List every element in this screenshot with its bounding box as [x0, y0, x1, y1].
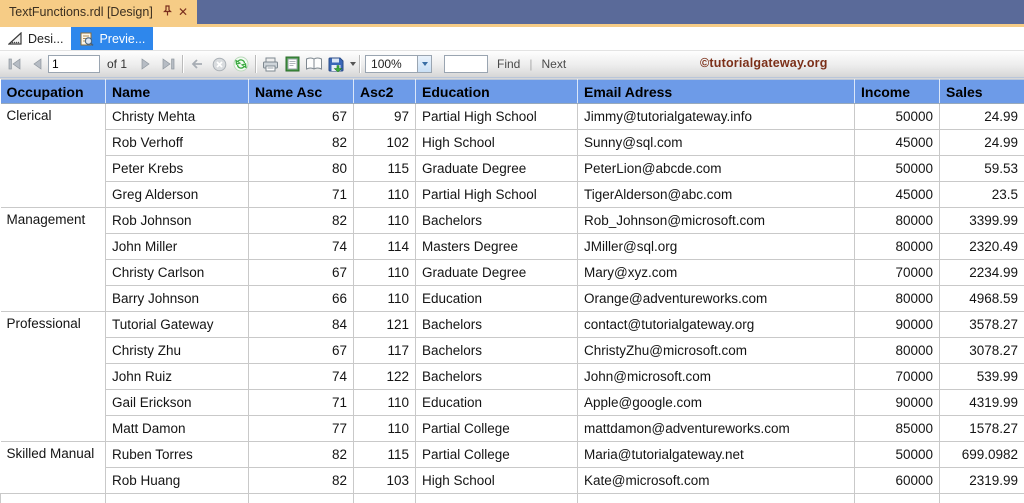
print-icon[interactable]: [259, 54, 281, 74]
occupation-group-cell: Management: [1, 208, 106, 312]
table-cell: Partial College: [416, 416, 578, 442]
occupation-group-cell: Professional: [1, 312, 106, 442]
table-cell: 67: [249, 338, 354, 364]
table-cell: 3078.27: [940, 338, 1024, 364]
table-cell: 45000: [855, 182, 940, 208]
tab-preview[interactable]: [71, 27, 153, 50]
occupation-group-cell: Skilled Manual: [1, 442, 106, 494]
table-cell: Rob Huang: [106, 468, 249, 494]
column-header: Asc2: [354, 80, 416, 104]
table-cell: [855, 494, 940, 503]
table-cell: John Ruiz: [106, 364, 249, 390]
table-cell: [1, 494, 106, 503]
table-row: [1, 260, 1024, 286]
previous-page-button[interactable]: [26, 54, 48, 74]
table-cell: 1578.27: [940, 416, 1024, 442]
column-header: Name Asc: [249, 80, 354, 104]
table-cell: 80000: [855, 234, 940, 260]
column-header: Sales: [940, 80, 1024, 104]
table-cell: 110: [354, 286, 416, 312]
table-cell: John Miller: [106, 234, 249, 260]
back-button[interactable]: [186, 54, 208, 74]
document-tab[interactable]: [0, 0, 197, 24]
table-cell: 82: [249, 208, 354, 234]
table-cell: Rob Johnson: [106, 208, 249, 234]
table-cell: Christy Carlson: [106, 260, 249, 286]
table-cell: Christy Mehta: [106, 104, 249, 130]
document-tab-bar: [0, 0, 1024, 24]
column-header: Email Adress: [578, 80, 855, 104]
table-cell: 117: [354, 338, 416, 364]
print-layout-icon[interactable]: [281, 54, 303, 74]
table-cell: Partial High School: [416, 104, 578, 130]
column-header: Name: [106, 80, 249, 104]
table-cell: 24.99: [940, 104, 1024, 130]
table-cell: Education: [416, 390, 578, 416]
table-cell: 74: [249, 364, 354, 390]
table-cell: [416, 494, 578, 503]
document-tab-title: TextFunctions.rdl [Design]: [9, 5, 153, 19]
table-cell: 122: [354, 364, 416, 390]
report-toolbar: [0, 51, 1024, 78]
table-cell: 24.99: [940, 130, 1024, 156]
table-row: [1, 468, 1024, 494]
table-cell: 70000: [855, 364, 940, 390]
table-cell: Peter Krebs: [106, 156, 249, 182]
column-header: Income: [855, 80, 940, 104]
table-cell: 115: [354, 442, 416, 468]
table-cell: 121: [354, 312, 416, 338]
table-cell: JMiller@sql.org: [578, 234, 855, 260]
table-cell: 2234.99: [940, 260, 1024, 286]
table-cell: 23.5: [940, 182, 1024, 208]
table-cell: Bachelors: [416, 364, 578, 390]
table-cell: Education: [416, 286, 578, 312]
table-cell: 85000: [855, 416, 940, 442]
table-cell: Matt Damon: [106, 416, 249, 442]
table-cell: Bachelors: [416, 338, 578, 364]
report-table-body: [1, 104, 1024, 503]
table-cell: 71: [249, 182, 354, 208]
stop-button[interactable]: [208, 54, 230, 74]
last-page-button[interactable]: [157, 54, 179, 74]
report-preview-area: [0, 78, 1024, 503]
pin-icon[interactable]: [159, 5, 175, 19]
toolbar-separator: [255, 55, 256, 73]
column-header: Occupation: [1, 80, 106, 104]
table-row: [1, 416, 1024, 442]
table-cell: 82: [249, 468, 354, 494]
page-number-input[interactable]: [48, 55, 100, 73]
table-cell: 70000: [855, 260, 940, 286]
table-cell: [354, 494, 416, 503]
partial-row: [1, 494, 1024, 503]
table-cell: Bachelors: [416, 312, 578, 338]
table-cell: Orange@adventureworks.com: [578, 286, 855, 312]
table-cell: 102: [354, 130, 416, 156]
table-cell: Graduate Degree: [416, 156, 578, 182]
table-cell: 4968.59: [940, 286, 1024, 312]
next-button[interactable]: Next: [541, 57, 567, 71]
table-row: [1, 286, 1024, 312]
table-cell: 4319.99: [940, 390, 1024, 416]
page-setup-icon[interactable]: [303, 54, 325, 74]
table-cell: PeterLion@abcde.com: [578, 156, 855, 182]
table-cell: 115: [354, 156, 416, 182]
table-cell: 67: [249, 260, 354, 286]
table-cell: Greg Alderson: [106, 182, 249, 208]
table-cell: ChristyZhu@microsoft.com: [578, 338, 855, 364]
export-icon[interactable]: [325, 54, 347, 74]
table-cell: 539.99: [940, 364, 1024, 390]
table-cell: John@microsoft.com: [578, 364, 855, 390]
table-cell: Mary@xyz.com: [578, 260, 855, 286]
first-page-button[interactable]: [4, 54, 26, 74]
table-cell: 84: [249, 312, 354, 338]
table-cell: [249, 494, 354, 503]
table-cell: [578, 494, 855, 503]
table-cell: Sunny@sql.com: [578, 130, 855, 156]
table-cell: 82: [249, 130, 354, 156]
table-row: [1, 156, 1024, 182]
table-cell: [106, 494, 249, 503]
close-icon[interactable]: ✕: [177, 5, 189, 19]
table-cell: 82: [249, 442, 354, 468]
table-cell: 90000: [855, 390, 940, 416]
table-cell: [940, 494, 1024, 503]
table-cell: 80000: [855, 338, 940, 364]
table-cell: 77: [249, 416, 354, 442]
table-cell: 3578.27: [940, 312, 1024, 338]
table-cell: Ruben Torres: [106, 442, 249, 468]
table-cell: 66: [249, 286, 354, 312]
table-cell: Gail Erickson: [106, 390, 249, 416]
table-cell: 110: [354, 182, 416, 208]
table-row: [1, 312, 1024, 338]
table-cell: mattdamon@adventureworks.com: [578, 416, 855, 442]
refresh-icon[interactable]: [230, 54, 252, 74]
header-row: [1, 80, 1024, 104]
design-ruler-icon: [8, 32, 23, 45]
toolbar-separator: [182, 55, 183, 73]
view-tabs: [0, 27, 1024, 51]
table-cell: 2320.49: [940, 234, 1024, 260]
zoom-combobox[interactable]: [365, 55, 432, 73]
table-cell: 67: [249, 104, 354, 130]
table-cell: 90000: [855, 312, 940, 338]
zoom-dropdown-button[interactable]: [417, 55, 432, 73]
table-cell: Maria@tutorialgateway.net: [578, 442, 855, 468]
find-input[interactable]: [444, 55, 488, 73]
occupation-group-cell: Clerical: [1, 104, 106, 208]
next-page-button[interactable]: [135, 54, 157, 74]
table-cell: Apple@google.com: [578, 390, 855, 416]
table-cell: Kate@microsoft.com: [578, 468, 855, 494]
find-next-separator: |: [529, 57, 533, 71]
table-cell: Rob Verhoff: [106, 130, 249, 156]
table-cell: Partial High School: [416, 182, 578, 208]
find-button[interactable]: Find: [497, 57, 521, 71]
watermark-text: ©tutorialgateway.org: [700, 56, 828, 70]
table-cell: 50000: [855, 442, 940, 468]
table-cell: 60000: [855, 468, 940, 494]
table-cell: 97: [354, 104, 416, 130]
zoom-value: 100%: [365, 55, 417, 73]
table-cell: 50000: [855, 104, 940, 130]
table-cell: Rob_Johnson@microsoft.com: [578, 208, 855, 234]
column-header: Education: [416, 80, 578, 104]
table-cell: Barry Johnson: [106, 286, 249, 312]
table-cell: 110: [354, 260, 416, 286]
table-cell: Bachelors: [416, 208, 578, 234]
table-cell: 699.0982: [940, 442, 1024, 468]
tab-design[interactable]: [0, 27, 71, 50]
table-cell: 3399.99: [940, 208, 1024, 234]
table-cell: 80: [249, 156, 354, 182]
table-row: [1, 182, 1024, 208]
table-cell: 59.53: [940, 156, 1024, 182]
table-row: [1, 208, 1024, 234]
table-cell: 71: [249, 390, 354, 416]
table-cell: High School: [416, 468, 578, 494]
table-cell: contact@tutorialgateway.org: [578, 312, 855, 338]
table-row: [1, 234, 1024, 260]
table-cell: Masters Degree: [416, 234, 578, 260]
table-row: [1, 390, 1024, 416]
table-cell: TigerAlderson@abc.com: [578, 182, 855, 208]
table-row: [1, 364, 1024, 390]
table-cell: 80000: [855, 208, 940, 234]
page-count-label: of 1: [107, 57, 128, 71]
table-cell: Partial College: [416, 442, 578, 468]
report-table: [0, 79, 1024, 503]
table-cell: 110: [354, 416, 416, 442]
toolbar-separator: [359, 55, 360, 73]
table-cell: Tutorial Gateway: [106, 312, 249, 338]
table-cell: 74: [249, 234, 354, 260]
table-cell: 110: [354, 208, 416, 234]
table-cell: High School: [416, 130, 578, 156]
table-cell: Jimmy@tutorialgateway.info: [578, 104, 855, 130]
export-dropdown-caret[interactable]: [350, 62, 356, 66]
table-cell: 114: [354, 234, 416, 260]
table-row: [1, 104, 1024, 130]
table-cell: 103: [354, 468, 416, 494]
table-row: [1, 338, 1024, 364]
table-cell: 2319.99: [940, 468, 1024, 494]
table-row: [1, 442, 1024, 468]
table-cell: 45000: [855, 130, 940, 156]
table-cell: 110: [354, 390, 416, 416]
table-cell: Graduate Degree: [416, 260, 578, 286]
table-row: [1, 130, 1024, 156]
report-table-header: [1, 80, 1024, 104]
table-cell: Christy Zhu: [106, 338, 249, 364]
table-cell: 80000: [855, 286, 940, 312]
preview-report-icon: [79, 32, 94, 46]
tab-preview-label: Previe...: [99, 31, 146, 46]
table-cell: 50000: [855, 156, 940, 182]
tab-design-label: Desi...: [28, 31, 64, 46]
